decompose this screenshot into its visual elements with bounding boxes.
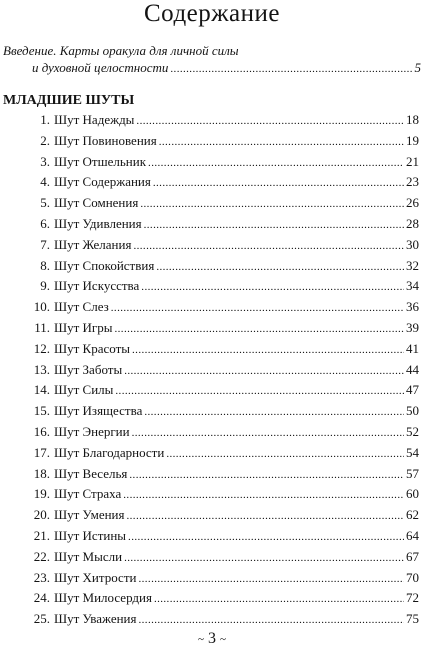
dot-leader <box>132 340 404 361</box>
intro-title-line1: Введение. Карты оракула для личной силы <box>3 43 239 58</box>
toc-entry-page: 30 <box>406 236 419 252</box>
toc-entry-page: 18 <box>406 112 419 127</box>
toc-entry-page: 64 <box>406 527 419 543</box>
toc-entry <box>19 588 419 609</box>
toc-entry-page: 75 <box>406 611 419 627</box>
dot-leader <box>111 298 404 319</box>
toc-entry-page: 36 <box>406 299 419 315</box>
intro-entry <box>3 42 421 78</box>
toc-entry-number: 10. <box>33 299 50 315</box>
dot-leader <box>156 257 404 278</box>
toc-entry-title: Шут Спокойствия <box>54 257 155 273</box>
dot-leader <box>148 153 404 174</box>
toc-entry <box>19 380 419 401</box>
toc-entry-page: 34 <box>406 278 419 294</box>
dot-leader <box>123 485 404 506</box>
dot-leader <box>124 361 404 382</box>
toc-entry <box>19 568 419 589</box>
toc-entry-number: 2. <box>40 132 50 148</box>
toc-entry-title: Шут Хитрости <box>54 569 137 585</box>
toc-entry-page: 62 <box>406 507 419 523</box>
dot-leader <box>144 215 404 236</box>
toc-entry-title: Шут Заботы <box>54 361 123 377</box>
dot-leader <box>136 111 404 132</box>
toc-entry-title: Шут Отшельник <box>54 153 147 169</box>
folio-ornament-left: ~ <box>198 633 204 646</box>
toc-entry-number: 3. <box>40 153 50 169</box>
toc-entry-page: 41 <box>406 340 419 356</box>
dot-leader <box>115 319 405 340</box>
toc-entry-number: 4. <box>40 174 50 190</box>
toc-entry-title: Шут Страха <box>54 486 122 502</box>
toc-entry <box>19 401 419 422</box>
toc-entry-number: 6. <box>40 215 50 231</box>
toc-entry <box>19 193 419 214</box>
intro-title-line2-row <box>3 59 421 78</box>
toc-list <box>19 110 419 630</box>
toc-entry-number: 21. <box>33 527 50 543</box>
toc-entry-number: 8. <box>40 257 50 273</box>
toc-entry <box>19 339 419 360</box>
toc-entry-title: Шут Энергии <box>54 423 130 439</box>
toc-entry <box>19 152 419 173</box>
toc-entry-title: Шут Благодарности <box>54 444 165 460</box>
toc-entry-page: 72 <box>406 590 419 606</box>
toc-entry-number: 5. <box>40 195 50 211</box>
toc-entry-page: 54 <box>406 444 419 460</box>
dot-leader <box>144 402 404 423</box>
toc-entry-title: Шут Веселья <box>54 465 128 481</box>
toc-entry <box>19 422 419 443</box>
folio-number: 3 <box>208 630 216 647</box>
intro-page-number: 5 <box>414 60 421 75</box>
dot-leader <box>132 423 404 444</box>
toc-entry <box>19 547 419 568</box>
toc-entry-title: Шут Искусства <box>54 278 140 294</box>
toc-entry <box>19 276 419 297</box>
page-number-footer <box>0 630 424 648</box>
dot-leader <box>159 132 404 153</box>
toc-entry-number: 16. <box>33 423 50 439</box>
toc-entry-page: 57 <box>406 465 419 481</box>
toc-entry-number: 17. <box>33 444 50 460</box>
dot-leader <box>124 548 404 569</box>
dot-leader <box>139 610 405 631</box>
toc-entry <box>19 526 419 547</box>
page-title: Содержание <box>144 0 280 27</box>
toc-entry-page: 21 <box>406 153 419 169</box>
toc-entry-page: 52 <box>406 423 419 439</box>
toc-entry-page: 19 <box>406 132 419 148</box>
dot-leader <box>170 61 412 78</box>
section-heading: МЛАДШИЕ ШУТЫ <box>3 93 135 108</box>
dot-leader <box>127 506 405 527</box>
dot-leader <box>154 589 404 610</box>
toc-entry-page: 32 <box>406 257 419 273</box>
toc-entry <box>19 484 419 505</box>
toc-entry-title: Шут Умения <box>54 507 125 523</box>
toc-entry <box>19 110 419 131</box>
toc-entry <box>19 256 419 277</box>
dot-leader <box>133 236 404 257</box>
toc-entry-title: Шут Повиновения <box>54 132 157 148</box>
toc-entry-page: 44 <box>406 361 419 377</box>
toc-entry-title: Шут Уважения <box>54 611 137 627</box>
toc-entry-page: 26 <box>406 195 419 211</box>
toc-entry-title: Шут Истины <box>54 527 127 543</box>
toc-entry-title: Шут Мысли <box>54 548 123 564</box>
toc-entry-number: 24. <box>33 590 50 606</box>
toc-entry-page: 23 <box>406 174 419 190</box>
toc-entry-title: Шут Сомнения <box>54 195 139 211</box>
toc-entry-title: Шут Силы <box>54 382 114 398</box>
toc-entry-number: 11. <box>34 319 50 335</box>
toc-entry-page: 47 <box>406 382 419 398</box>
folio-ornament-right: ~ <box>220 633 226 646</box>
toc-entry-page: 60 <box>406 486 419 502</box>
toc-entry-page: 50 <box>406 403 419 419</box>
toc-entry-title: Шут Игры <box>54 319 113 335</box>
toc-entry <box>19 214 419 235</box>
toc-entry <box>19 505 419 526</box>
toc-entry <box>19 297 419 318</box>
toc-entry <box>19 318 419 339</box>
toc-entry <box>19 443 419 464</box>
toc-entry-title: Шут Милосердия <box>54 590 152 606</box>
toc-entry-number: 1. <box>40 112 50 127</box>
toc-entry <box>19 464 419 485</box>
intro-title-line2: и духовной целостности <box>32 60 169 75</box>
toc-entry <box>19 235 419 256</box>
toc-entry-number: 18. <box>33 465 50 481</box>
dot-leader <box>166 444 404 465</box>
toc-entry-number: 25. <box>33 611 50 627</box>
toc-entry-number: 19. <box>33 486 50 502</box>
toc-entry-title: Шут Надежды <box>54 112 135 127</box>
toc-entry-page: 39 <box>406 319 419 335</box>
toc-entry-number: 22. <box>33 548 50 564</box>
toc-entry-number: 7. <box>40 236 50 252</box>
toc-entry-page: 28 <box>406 215 419 231</box>
dot-leader <box>138 569 404 590</box>
toc-entry-title: Шут Изящества <box>54 403 143 419</box>
dot-leader <box>115 381 404 402</box>
toc-entry-title: Шут Слез <box>54 299 109 315</box>
dot-leader <box>129 465 404 486</box>
toc-entry-title: Шут Содержания <box>54 174 151 190</box>
toc-entry-number: 14. <box>33 382 50 398</box>
dot-leader <box>153 173 404 194</box>
toc-entry-number: 13. <box>33 361 50 377</box>
toc-entry-number: 15. <box>33 403 50 419</box>
toc-entry <box>19 172 419 193</box>
toc-entry <box>19 609 419 630</box>
toc-entry <box>19 360 419 381</box>
toc-entry-title: Шут Красоты <box>54 340 131 356</box>
dot-leader <box>128 527 404 548</box>
dot-leader <box>140 194 404 215</box>
toc-entry-title: Шут Желания <box>54 236 132 252</box>
toc-entry-number: 23. <box>33 569 50 585</box>
toc-entry-number: 20. <box>33 507 50 523</box>
toc-entry-page: 67 <box>406 548 419 564</box>
toc-entry-number: 12. <box>33 340 50 356</box>
toc-entry <box>19 131 419 152</box>
dot-leader <box>141 277 404 298</box>
toc-entry-page: 70 <box>406 569 419 585</box>
toc-entry-number: 9. <box>40 278 50 294</box>
toc-entry-title: Шут Удивления <box>54 215 142 231</box>
